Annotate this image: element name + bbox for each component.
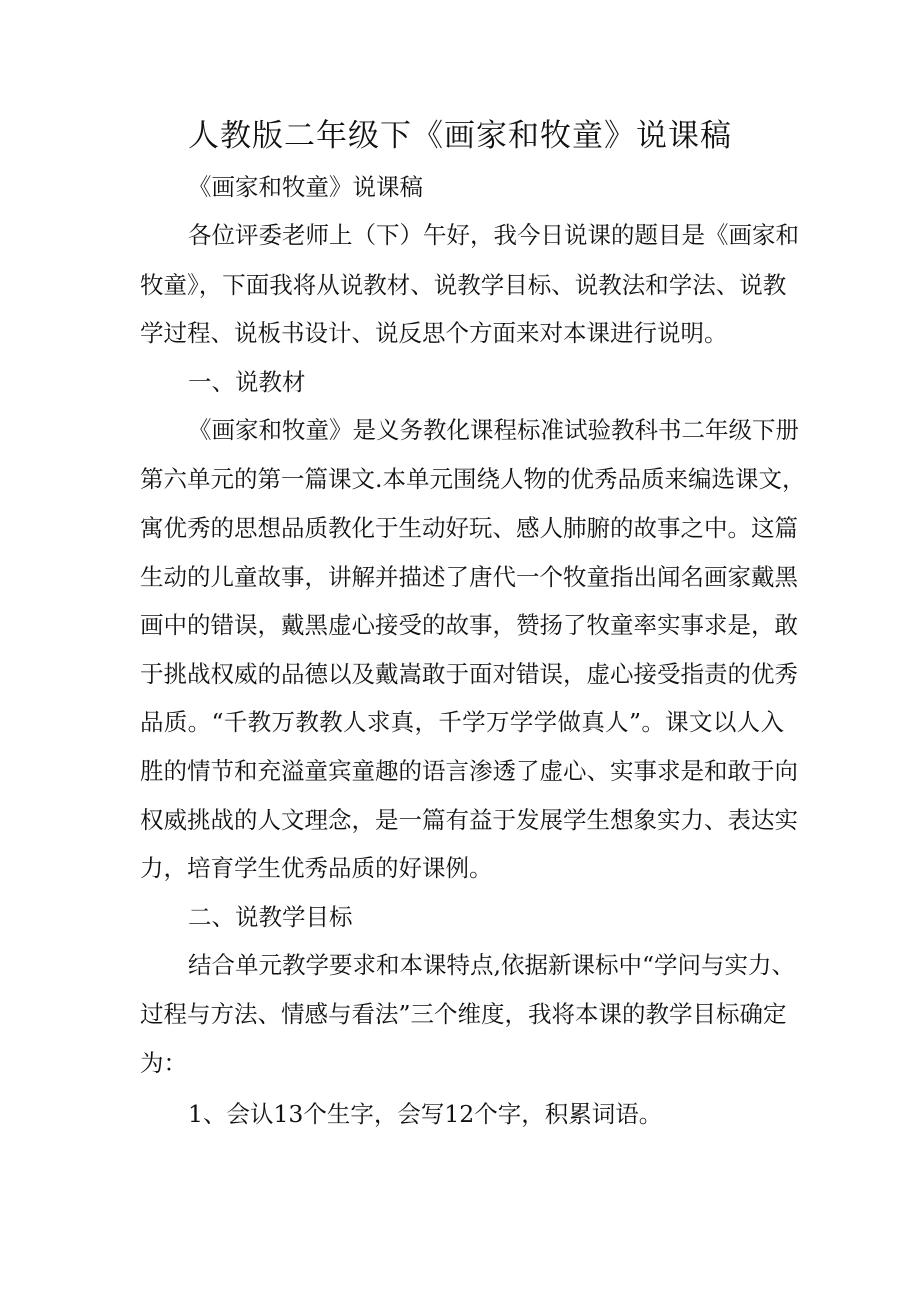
section-heading: 一、说教材 <box>188 368 306 396</box>
paragraph-line: 力，培育学生优秀品质的好课例。 <box>140 854 493 882</box>
paragraph-line: 生动的儿童故事，讲解并描述了唐代一个牧童指出闻名画家戴黑 <box>140 563 798 591</box>
paragraph-line: 画中的错误，戴黑虚心接受的故事，赞扬了牧童率实事求是，敢 <box>140 611 798 639</box>
paragraph-line: 各位评委老师上（下）午好，我今日说课的题目是《画家和 <box>188 221 799 249</box>
document-title: 人教版二年级下《画家和牧童》说课稿 <box>188 118 732 154</box>
paragraph-line: 为： <box>140 1049 187 1077</box>
paragraph-line: 权威挑战的人文理念，是一篇有益于发展学生想象实力、表达实 <box>140 806 798 834</box>
subtitle-line: 《画家和牧童》说课稿 <box>188 173 423 201</box>
paragraph-line: 品质。“千教万教教人求真，千学万学学做真人”。课文以人入 <box>140 708 784 736</box>
paragraph-line: 过程与方法、情感与看法”三个维度，我将本课的教学目标确定 <box>140 1000 787 1028</box>
paragraph-line: 学过程、说板书设计、说反思个方面来对本课进行说明。 <box>140 319 728 347</box>
section-heading: 二、说教学目标 <box>188 903 353 931</box>
paragraph-line: 于挑战权威的品德以及戴嵩敢于面对错误，虚心接受指责的优秀 <box>140 660 798 688</box>
paragraph-line: 第六单元的第一篇课文.本单元围绕人物的优秀品质来编选课文， <box>140 465 806 493</box>
paragraph-line: 《画家和牧童》是义务教化课程标准试验教科书二年级下册 <box>188 416 799 444</box>
list-item: 1、会认13个生字，会写12个字，积累词语。 <box>188 1100 663 1128</box>
paragraph-line: 结合单元教学要求和本课特点,依据新课标中“学问与实力、 <box>188 951 795 979</box>
paragraph-line: 胜的情节和充溢童宾童趣的语言渗透了虚心、实事求是和敢于向 <box>140 757 798 785</box>
paragraph-line: 牧童》，下面我将从说教材、说教学目标、说教法和学法、说教 <box>140 271 787 299</box>
paragraph-line: 寓优秀的思想品质教化于生动好玩、感人肺腑的故事之中。这篇 <box>140 514 798 542</box>
